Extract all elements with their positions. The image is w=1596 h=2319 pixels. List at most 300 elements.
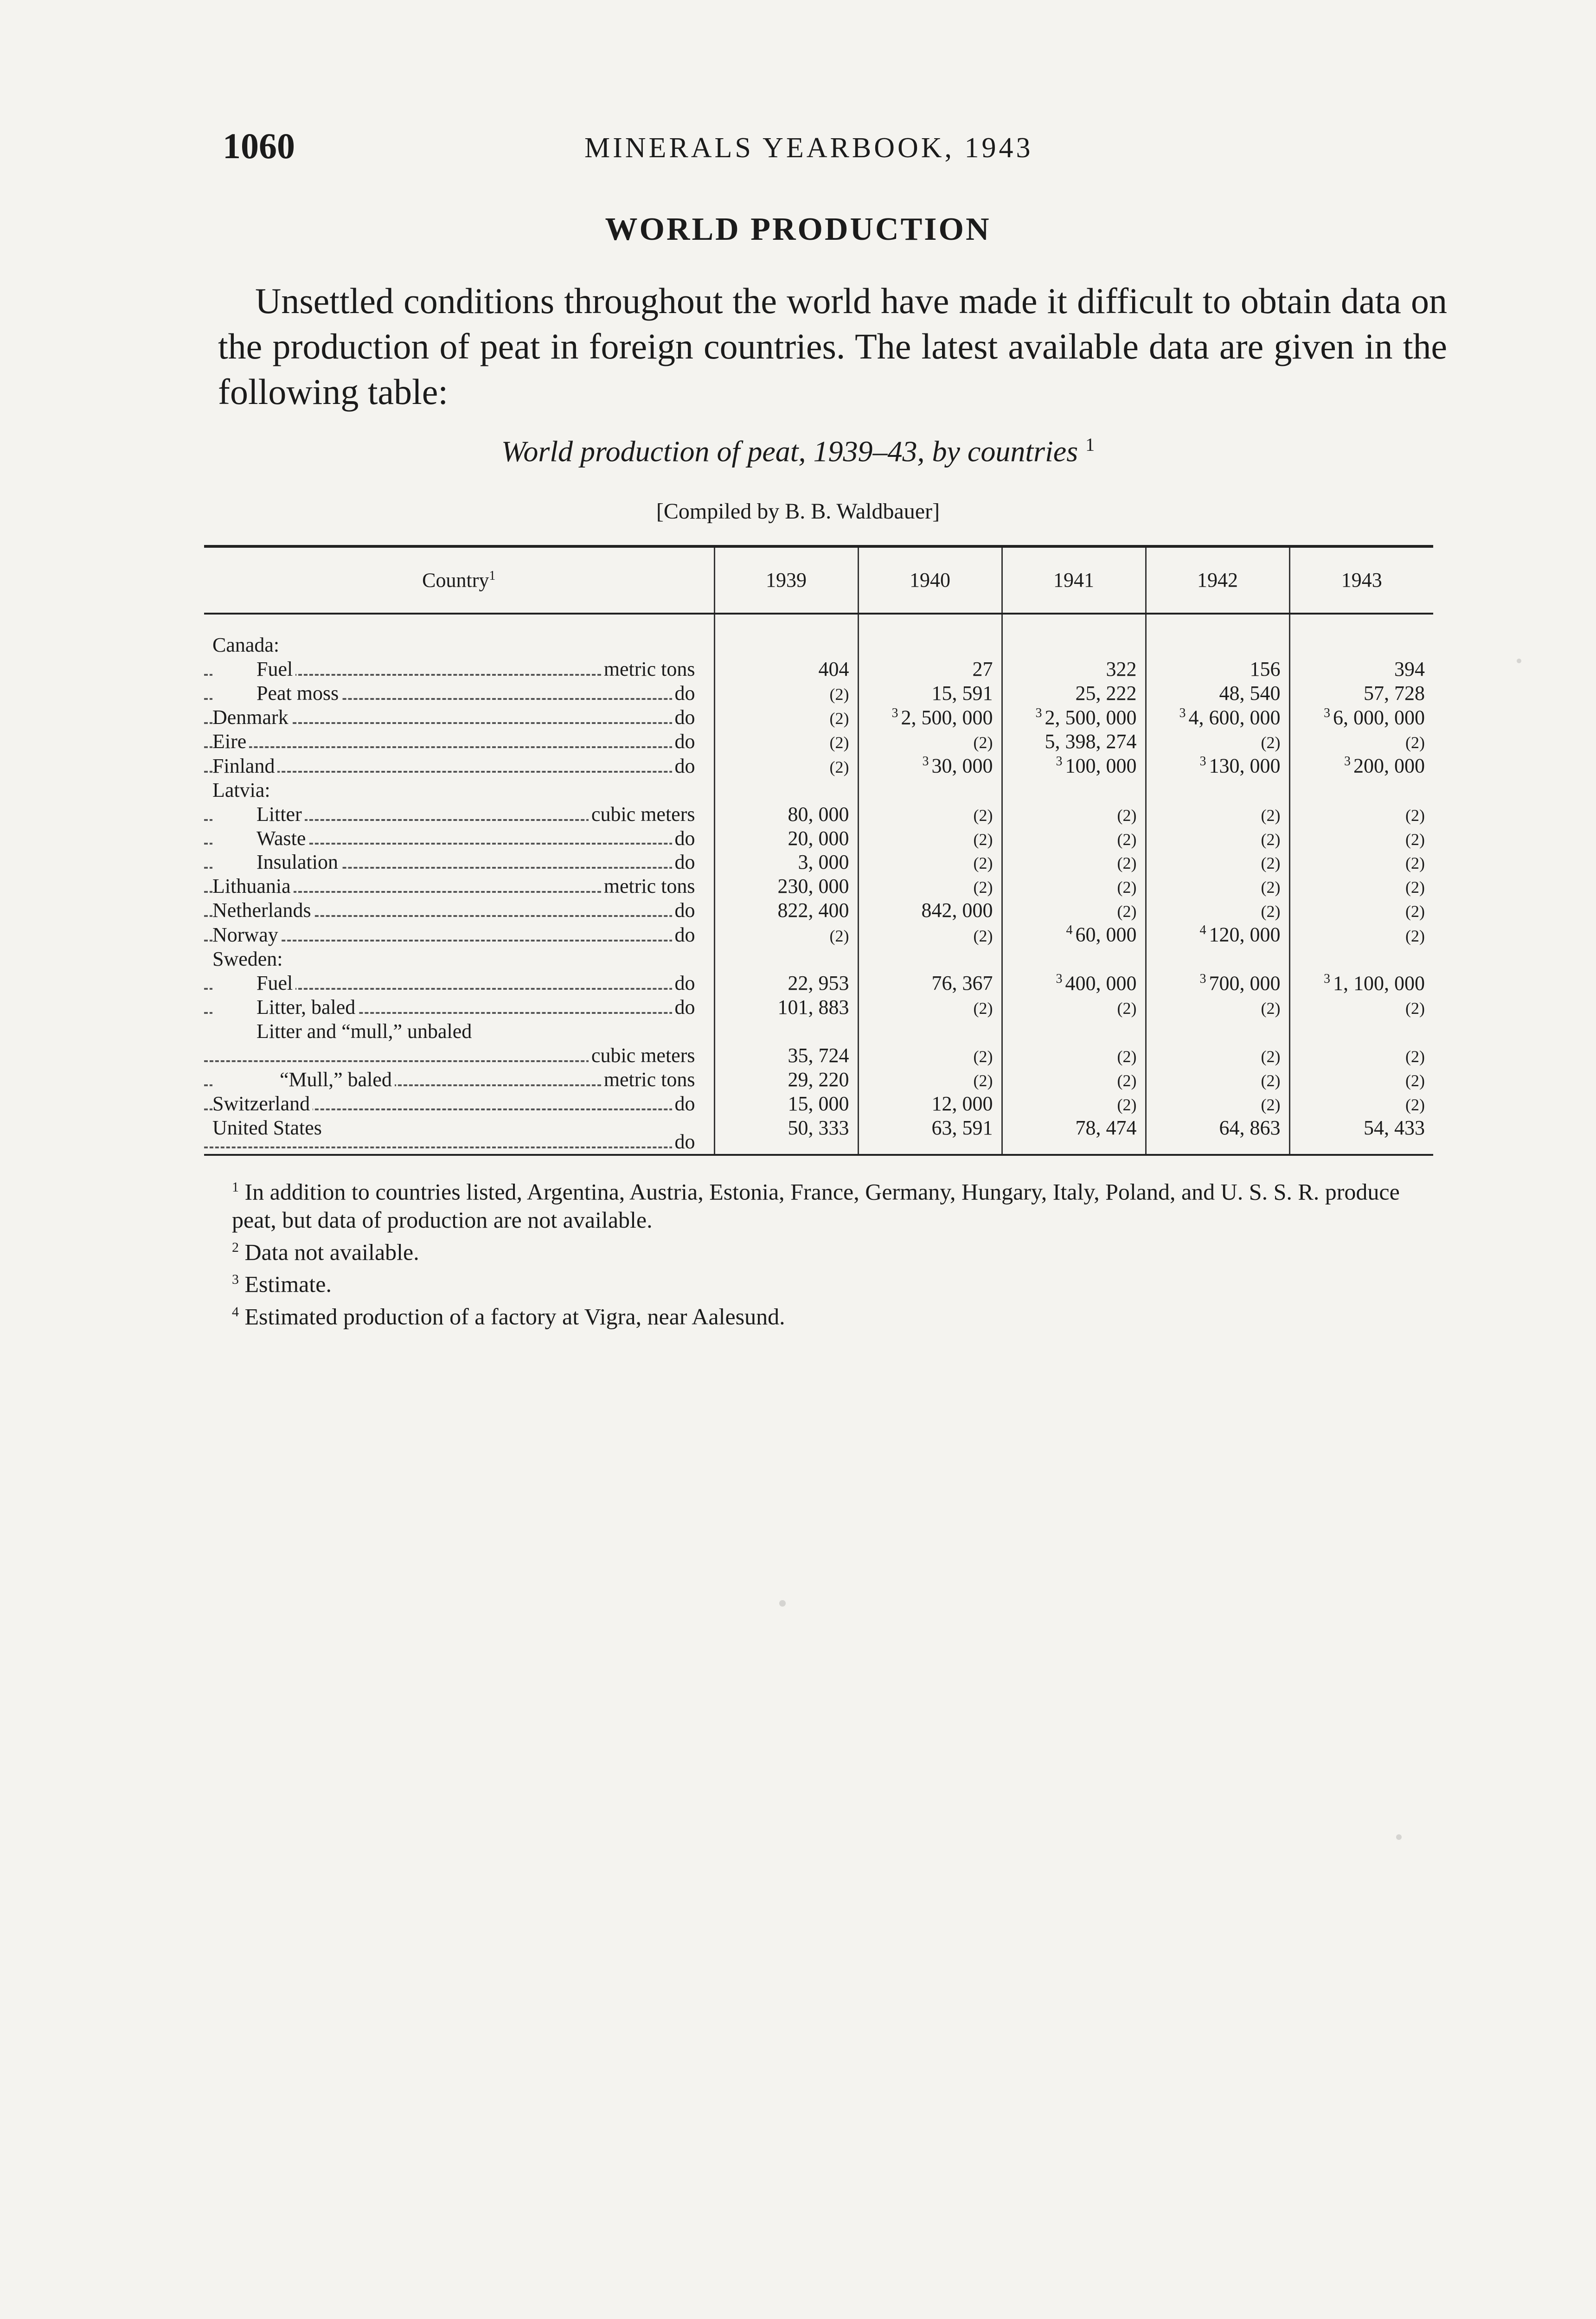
country-cell <box>204 850 714 874</box>
scan-speck <box>1517 659 1521 663</box>
value-cell <box>1146 850 1289 874</box>
leader-dots <box>204 771 695 773</box>
production-table <box>204 545 1433 1156</box>
value-footnote-ref: 4 <box>1066 923 1073 938</box>
country-label: Canada: <box>212 633 282 657</box>
table-row <box>204 614 1433 657</box>
value-text: (2) <box>1261 854 1281 873</box>
value-text: 3, 000 <box>798 851 849 874</box>
country-cell <box>204 730 714 754</box>
value-cell <box>1146 1019 1289 1044</box>
value-cell <box>1289 898 1433 922</box>
value-cell <box>1146 614 1289 657</box>
value-cell <box>1002 1092 1146 1116</box>
value-cell <box>714 995 858 1019</box>
value-footnote-ref: 3 <box>1056 971 1063 986</box>
value-cell <box>714 730 858 754</box>
table-row <box>204 1068 1433 1092</box>
value-cell <box>1289 1116 1433 1155</box>
country-label: Switzerland <box>212 1092 313 1116</box>
value-cell <box>858 802 1002 826</box>
value-cell <box>1002 754 1146 778</box>
value-text: 101, 883 <box>777 996 849 1019</box>
value-cell <box>1002 1044 1146 1068</box>
table-row <box>204 971 1433 996</box>
value-cell <box>1146 971 1289 996</box>
table-row <box>204 681 1433 705</box>
country-cell <box>204 778 714 802</box>
table-body <box>204 614 1433 1155</box>
table-row <box>204 657 1433 681</box>
value-cell <box>858 1116 1002 1155</box>
value-text: (2) <box>1261 1095 1281 1114</box>
value-text: (2) <box>829 709 849 728</box>
page-number: 1060 <box>223 126 295 166</box>
table-row <box>204 874 1433 898</box>
value-text: (2) <box>1405 902 1425 921</box>
value-footnote-ref: 3 <box>1324 971 1330 986</box>
value-text: 63, 591 <box>931 1116 993 1139</box>
country-label: Eire <box>212 730 249 754</box>
value-cell <box>1146 1116 1289 1155</box>
value-text: (2) <box>1405 1095 1425 1114</box>
table-row <box>204 1044 1433 1068</box>
country-label: Waste <box>212 826 308 851</box>
table-header-row <box>204 546 1433 614</box>
value-text: (2) <box>1117 999 1137 1018</box>
value-cell <box>1002 850 1146 874</box>
value-cell <box>1002 681 1146 705</box>
value-text: 842, 000 <box>921 899 993 922</box>
running-head: MINERALS YEARBOOK, 1943 <box>584 132 1033 164</box>
table-row <box>204 826 1433 851</box>
value-cell <box>1289 802 1433 826</box>
value-cell <box>858 826 1002 851</box>
unit-label: metric tons <box>601 874 695 898</box>
value-text: (2) <box>973 999 993 1018</box>
value-text: 400, 000 <box>1065 972 1137 995</box>
value-cell <box>714 1019 858 1044</box>
value-cell <box>858 922 1002 947</box>
unit-label: do <box>672 1092 695 1116</box>
value-text: (2) <box>1405 878 1425 897</box>
table-caption <box>0 434 1596 468</box>
value-cell <box>1289 681 1433 705</box>
value-cell <box>1146 1068 1289 1092</box>
value-text: 25, 222 <box>1075 681 1137 705</box>
value-cell <box>858 1044 1002 1068</box>
value-text: (2) <box>1261 733 1281 752</box>
value-footnote-ref: 3 <box>1035 705 1042 720</box>
unit-label: do <box>672 826 695 851</box>
value-text: 322 <box>1106 657 1137 680</box>
value-cell <box>1002 802 1146 826</box>
country-label: Insulation <box>212 850 341 874</box>
country-cell <box>204 826 714 851</box>
value-cell <box>1289 971 1433 996</box>
country-cell <box>204 754 714 778</box>
value-cell <box>858 657 1002 681</box>
value-text: 29, 220 <box>788 1068 849 1091</box>
footnote <box>204 1266 1433 1298</box>
value-text: 54, 433 <box>1364 1116 1425 1139</box>
country-label: “Mull,” baled <box>212 1068 395 1092</box>
value-text: (2) <box>1405 806 1425 825</box>
value-cell <box>1002 995 1146 1019</box>
value-cell <box>1146 922 1289 947</box>
value-cell <box>1146 898 1289 922</box>
value-text: (2) <box>1117 902 1137 921</box>
value-text: 130, 000 <box>1209 754 1281 777</box>
value-cell <box>858 681 1002 705</box>
value-footnote-ref: 3 <box>922 754 929 769</box>
value-cell <box>858 1068 1002 1092</box>
value-text: (2) <box>973 854 993 873</box>
value-text: (2) <box>1117 830 1137 849</box>
country-cell <box>204 705 714 730</box>
country-cell <box>204 657 714 681</box>
value-footnote-ref: 3 <box>1344 754 1351 769</box>
value-text: (2) <box>973 878 993 897</box>
country-cell <box>204 681 714 705</box>
value-cell <box>858 730 1002 754</box>
country-cell <box>204 1116 714 1155</box>
value-cell <box>1289 826 1433 851</box>
unit-label: do <box>672 850 695 874</box>
value-cell <box>1289 754 1433 778</box>
value-text: (2) <box>1261 902 1281 921</box>
value-cell <box>858 971 1002 996</box>
value-cell <box>1002 614 1146 657</box>
value-cell <box>1002 1116 1146 1155</box>
country-label: United States <box>212 1116 325 1140</box>
value-text: (2) <box>1405 1047 1425 1066</box>
value-text: (2) <box>1405 1071 1425 1090</box>
intro-paragraph: Unsettled conditions throughout the world have made it difficult to obtain data on the production of peat in foreign countries. The latest available data are given in the following table: <box>218 281 1447 412</box>
country-label: Finland <box>212 754 277 778</box>
footnote-ref: 4 <box>232 1304 239 1320</box>
country-cell <box>204 1068 714 1092</box>
column-header-year: 1940 <box>858 546 1002 614</box>
value-cell <box>714 754 858 778</box>
unit-label: do <box>672 705 695 730</box>
value-cell <box>858 1092 1002 1116</box>
value-cell <box>1289 657 1433 681</box>
country-label: Netherlands <box>212 898 314 922</box>
value-cell <box>1002 657 1146 681</box>
value-footnote-ref: 3 <box>1199 971 1206 986</box>
value-text: (2) <box>1261 1071 1281 1090</box>
value-text: 57, 728 <box>1364 681 1425 705</box>
value-text: (2) <box>1117 806 1137 825</box>
country-label: Denmark <box>212 705 291 730</box>
value-cell <box>714 874 858 898</box>
value-cell <box>714 826 858 851</box>
country-cell <box>204 874 714 898</box>
value-text: (2) <box>1405 830 1425 849</box>
value-cell <box>858 778 1002 802</box>
production-table-wrapper <box>204 545 1433 1156</box>
value-cell <box>1002 1068 1146 1092</box>
value-cell <box>714 1116 858 1155</box>
value-footnote-ref: 3 <box>1199 754 1206 769</box>
unit-label: do <box>672 730 695 754</box>
unit-label: metric tons <box>601 1068 695 1092</box>
value-cell <box>714 705 858 730</box>
value-text: (2) <box>973 926 993 945</box>
unit-label: cubic meters <box>589 1044 695 1068</box>
footnote <box>204 1234 1433 1266</box>
value-cell <box>1289 705 1433 730</box>
value-cell <box>1289 778 1433 802</box>
table-compiled-by: [Compiled by B. B. Waldbauer] <box>656 499 940 524</box>
country-label: Litter and “mull,” unbaled <box>212 1019 474 1044</box>
unit-label: do <box>672 898 695 922</box>
value-cell <box>1002 947 1146 971</box>
value-text: (2) <box>1261 1047 1281 1066</box>
value-text: 4, 600, 000 <box>1188 706 1281 729</box>
country-cell <box>204 1092 714 1116</box>
value-text: 394 <box>1394 657 1425 680</box>
table-row <box>204 850 1433 874</box>
leader-dots <box>204 746 695 748</box>
value-text: (2) <box>1261 806 1281 825</box>
value-text: 5, 398, 274 <box>1045 730 1137 753</box>
value-text: (2) <box>1405 926 1425 945</box>
value-text: (2) <box>1261 830 1281 849</box>
value-cell <box>1289 947 1433 971</box>
value-text: 76, 367 <box>931 972 993 995</box>
value-text: (2) <box>1117 1071 1137 1090</box>
footnotes <box>204 1173 1433 1331</box>
value-cell <box>858 995 1002 1019</box>
value-cell <box>714 778 858 802</box>
column-header-year: 1941 <box>1002 546 1146 614</box>
footnote-ref: 3 <box>232 1272 239 1288</box>
table-head <box>204 546 1433 614</box>
value-text: (2) <box>973 1047 993 1066</box>
footnote <box>204 1298 1433 1331</box>
value-cell <box>1289 922 1433 947</box>
table-row <box>204 754 1433 778</box>
value-text: (2) <box>829 757 849 776</box>
country-label: Fuel <box>212 657 295 681</box>
value-cell <box>714 922 858 947</box>
leader-dots <box>204 1147 695 1148</box>
value-cell <box>1146 657 1289 681</box>
value-cell <box>858 705 1002 730</box>
footnote-text: Estimated production of a factory at Vigra, near Aalesund. <box>244 1303 785 1330</box>
value-cell <box>714 802 858 826</box>
value-cell <box>714 1068 858 1092</box>
country-label: Lithuania <box>212 874 294 898</box>
footnote-ref: 1 <box>232 1179 239 1195</box>
value-cell <box>858 898 1002 922</box>
value-cell <box>858 1019 1002 1044</box>
table-row <box>204 1092 1433 1116</box>
value-cell <box>1289 850 1433 874</box>
value-text: 230, 000 <box>777 875 849 898</box>
table-row <box>204 898 1433 922</box>
value-footnote-ref: 3 <box>1056 754 1063 769</box>
value-text: 15, 000 <box>788 1092 849 1115</box>
value-cell <box>1146 778 1289 802</box>
value-text: (2) <box>1405 854 1425 873</box>
value-text: 30, 000 <box>931 754 993 777</box>
table-row <box>204 730 1433 754</box>
value-footnote-ref: 3 <box>1324 705 1330 720</box>
value-cell <box>1289 614 1433 657</box>
value-cell <box>1002 898 1146 922</box>
footnote-ref: 2 <box>232 1239 239 1255</box>
value-cell <box>1002 778 1146 802</box>
value-text: 27 <box>972 657 993 680</box>
table-row <box>204 1019 1433 1044</box>
unit-label: do <box>672 1130 695 1154</box>
table-caption-text: World production of peat, 1939–43, by countries <box>501 435 1078 468</box>
column-header-year: 1942 <box>1146 546 1289 614</box>
value-text: 22, 953 <box>788 972 849 995</box>
value-cell <box>1289 730 1433 754</box>
country-label: Sweden: <box>212 947 286 971</box>
table-row <box>204 947 1433 971</box>
value-text: (2) <box>1405 733 1425 752</box>
value-text: (2) <box>973 830 993 849</box>
value-footnote-ref: 3 <box>891 705 898 720</box>
value-cell <box>1289 1092 1433 1116</box>
value-cell <box>1002 971 1146 996</box>
value-text: (2) <box>1117 1095 1137 1114</box>
country-cell <box>204 802 714 826</box>
value-text: (2) <box>1117 878 1137 897</box>
value-text: 2, 500, 000 <box>1045 706 1137 729</box>
unit-label: do <box>672 681 695 705</box>
value-text: 64, 863 <box>1219 1116 1281 1139</box>
unit-label: do <box>672 754 695 778</box>
value-text: 12, 000 <box>931 1092 993 1115</box>
country-cell <box>204 995 714 1019</box>
value-text: 822, 400 <box>777 899 849 922</box>
value-text: 50, 333 <box>788 1116 849 1139</box>
unit-label: do <box>672 971 695 995</box>
value-cell <box>858 754 1002 778</box>
country-label: Fuel <box>212 971 295 995</box>
value-text: 60, 000 <box>1075 923 1137 946</box>
value-cell <box>714 1092 858 1116</box>
column-header-country <box>204 546 714 614</box>
scan-speck <box>1396 1834 1402 1840</box>
value-text: (2) <box>1261 999 1281 1018</box>
value-cell <box>714 614 858 657</box>
country-cell <box>204 971 714 996</box>
value-cell <box>858 850 1002 874</box>
country-cell <box>204 898 714 922</box>
country-cell <box>204 1044 714 1068</box>
footnote-text: In addition to countries listed, Argentina, Austria, Estonia, France, Germany, Hungary, Italy, Poland, and U. S. S. R. produce peat, but data of production are not available. <box>232 1179 1400 1233</box>
value-text: 2, 500, 000 <box>901 706 993 729</box>
value-text: (2) <box>1261 878 1281 897</box>
value-cell <box>1146 802 1289 826</box>
country-label: Litter <box>212 802 305 826</box>
value-cell <box>1002 874 1146 898</box>
value-text: (2) <box>829 685 849 704</box>
country-cell <box>204 947 714 971</box>
value-cell <box>1146 705 1289 730</box>
value-cell <box>1002 730 1146 754</box>
value-cell <box>858 874 1002 898</box>
table-row <box>204 802 1433 826</box>
value-text: 6, 000, 000 <box>1333 706 1425 729</box>
column-header-year: 1943 <box>1289 546 1433 614</box>
country-cell <box>204 922 714 947</box>
value-cell <box>1146 681 1289 705</box>
value-cell <box>714 657 858 681</box>
table-row <box>204 778 1433 802</box>
value-cell <box>1289 1044 1433 1068</box>
value-cell <box>1289 1019 1433 1044</box>
value-cell <box>1146 995 1289 1019</box>
value-cell <box>1002 922 1146 947</box>
value-cell <box>1146 874 1289 898</box>
country-label: Norway <box>212 923 281 947</box>
scan-speck <box>779 1600 786 1607</box>
value-cell <box>1146 947 1289 971</box>
value-text: 200, 000 <box>1353 754 1425 777</box>
value-text: (2) <box>973 1071 993 1090</box>
value-footnote-ref: 3 <box>1179 705 1186 720</box>
table-row <box>204 1116 1433 1155</box>
value-cell <box>714 898 858 922</box>
country-header-label: Country <box>422 569 489 592</box>
value-text: (2) <box>1405 999 1425 1018</box>
value-cell <box>1146 754 1289 778</box>
value-text: 156 <box>1250 657 1281 680</box>
value-cell <box>714 681 858 705</box>
country-cell <box>204 614 714 657</box>
page-header <box>223 125 1466 176</box>
value-text: (2) <box>973 733 993 752</box>
value-cell <box>1289 874 1433 898</box>
table-row <box>204 995 1433 1019</box>
value-text: (2) <box>829 926 849 945</box>
footnote <box>204 1173 1433 1234</box>
value-cell <box>1002 1019 1146 1044</box>
value-cell <box>1002 826 1146 851</box>
value-cell <box>1002 705 1146 730</box>
value-text: 78, 474 <box>1075 1116 1137 1139</box>
value-text: 100, 000 <box>1065 754 1137 777</box>
footnote-text: Estimate. <box>244 1271 332 1297</box>
country-header-ref: 1 <box>489 568 496 583</box>
value-text: 35, 724 <box>788 1044 849 1067</box>
footnote-text: Data not available. <box>244 1239 419 1265</box>
country-label: Peat moss <box>212 681 341 705</box>
value-text: 20, 000 <box>788 826 849 850</box>
unit-label: do <box>672 995 695 1019</box>
value-text: 404 <box>818 657 849 680</box>
value-text: 80, 000 <box>788 802 849 826</box>
value-cell <box>1146 826 1289 851</box>
value-text: (2) <box>829 733 849 752</box>
value-cell <box>858 614 1002 657</box>
value-cell <box>1146 1092 1289 1116</box>
column-header-year: 1939 <box>714 546 858 614</box>
value-cell <box>1146 1044 1289 1068</box>
value-cell <box>1289 995 1433 1019</box>
value-cell <box>1289 1068 1433 1092</box>
table-caption-ref: 1 <box>1085 434 1095 455</box>
value-text: 48, 540 <box>1219 681 1281 705</box>
